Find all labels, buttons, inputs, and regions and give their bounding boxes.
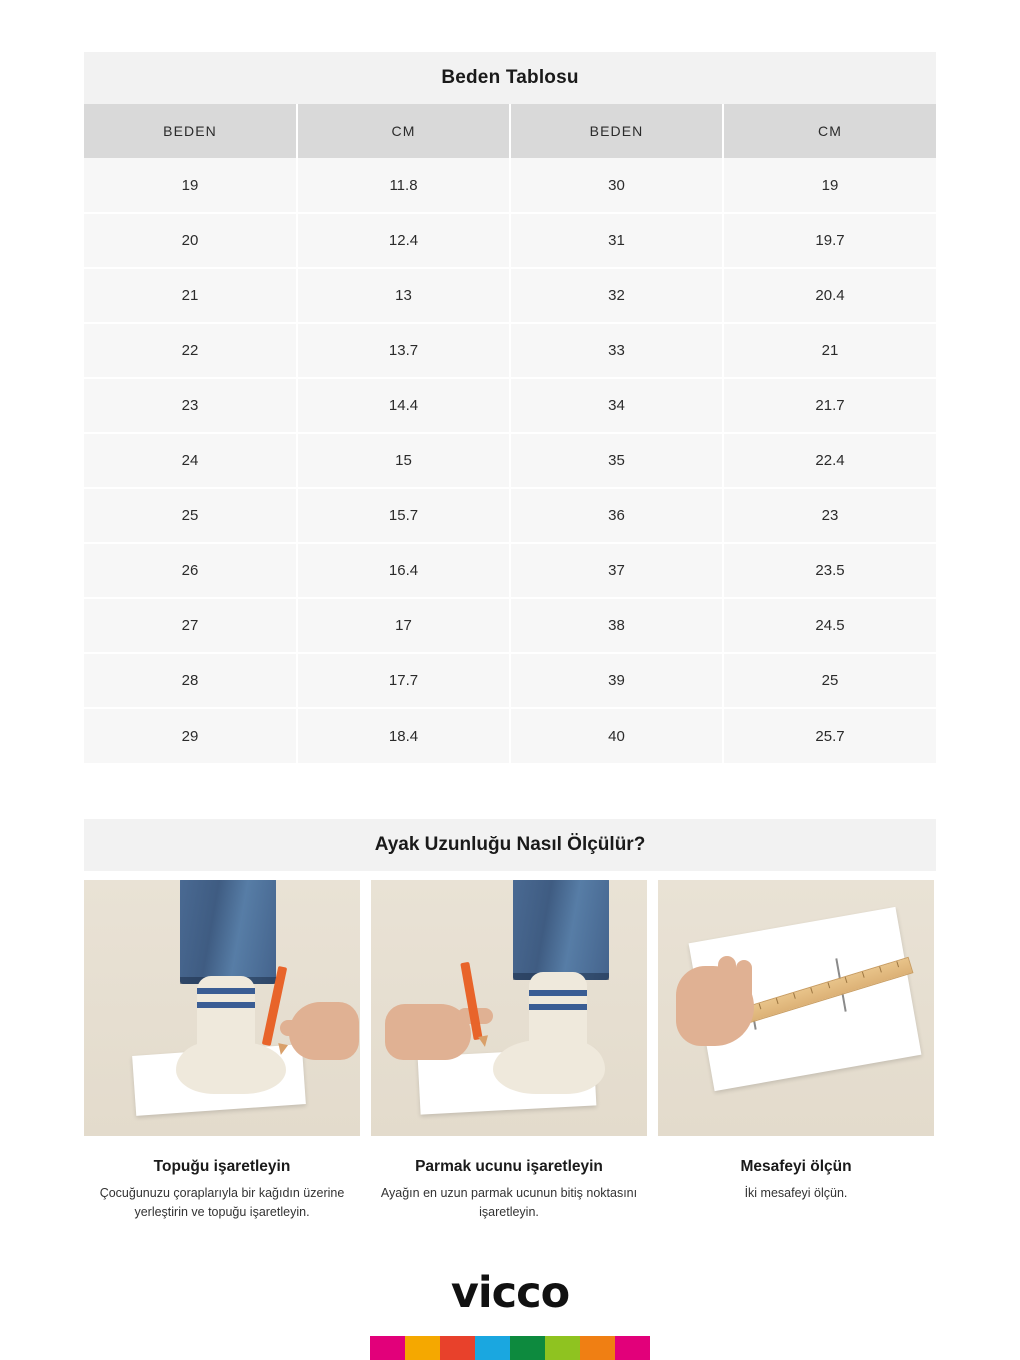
cell-cm-2: 25.7 (723, 708, 936, 763)
table-row (84, 213, 936, 268)
cell-cm-1: 14.4 (297, 378, 510, 433)
brand-logo: vicco (450, 1268, 570, 1318)
cell-beden-1: 21 (84, 268, 297, 323)
color-swatch-2 (405, 1336, 440, 1360)
size-table-title: Beden Tablosu (84, 52, 936, 104)
cell-beden-1: 23 (84, 378, 297, 433)
cell-beden-1: 27 (84, 598, 297, 653)
cell-cm-2: 25 (723, 653, 936, 708)
cell-cm-2: 19.7 (723, 213, 936, 268)
table-row (84, 378, 936, 433)
cell-cm-1: 17.7 (297, 653, 510, 708)
cell-beden-2: 38 (510, 598, 723, 653)
table-header-row (84, 104, 936, 158)
measure-step-3 (658, 880, 934, 1223)
cell-cm-1: 15.7 (297, 488, 510, 543)
cell-cm-1: 18.4 (297, 708, 510, 763)
cell-cm-2: 21 (723, 323, 936, 378)
foot-on-paper-marking-heel-photo (84, 880, 360, 1136)
cell-cm-1: 12.4 (297, 213, 510, 268)
cell-cm-1: 13 (297, 268, 510, 323)
cell-beden-2: 32 (510, 268, 723, 323)
step-2-heading: Parmak ucunu işaretleyin (415, 1158, 603, 1175)
cell-beden-1: 25 (84, 488, 297, 543)
cell-cm-2: 23.5 (723, 543, 936, 598)
foot-on-paper-marking-toe-photo (371, 880, 647, 1136)
cell-cm-2: 20.4 (723, 268, 936, 323)
ruler-measuring-paper-photo (658, 880, 934, 1136)
step-3-heading: Mesafeyi ölçün (740, 1158, 852, 1175)
cell-beden-2: 36 (510, 488, 723, 543)
color-swatch-3 (440, 1336, 475, 1360)
cell-beden-2: 33 (510, 323, 723, 378)
measure-section-title: Ayak Uzunluğu Nasıl Ölçülür? (84, 819, 936, 871)
cell-beden-2: 37 (510, 543, 723, 598)
table-row (84, 653, 936, 708)
step-2-description: Ayağın en uzun parmak ucunun bitiş noktasını işaretleyin. (380, 1186, 638, 1220)
column-header-beden-2: BEDEN (510, 104, 723, 158)
cell-beden-2: 40 (510, 708, 723, 763)
table-row (84, 323, 936, 378)
table-row (84, 433, 936, 488)
table-row (84, 543, 936, 598)
cell-beden-1: 19 (84, 158, 297, 213)
column-header-beden-1: BEDEN (84, 104, 297, 158)
color-swatch-6 (545, 1336, 580, 1360)
measure-section (84, 819, 936, 1223)
footer (0, 1268, 1020, 1360)
cell-cm-2: 21.7 (723, 378, 936, 433)
column-header-cm-1: CM (297, 104, 510, 158)
table-row (84, 598, 936, 653)
cell-cm-2: 22.4 (723, 433, 936, 488)
table-row (84, 268, 936, 323)
cell-cm-1: 17 (297, 598, 510, 653)
size-table-section (84, 52, 936, 763)
measure-step-2 (371, 880, 647, 1223)
cell-cm-2: 24.5 (723, 598, 936, 653)
cell-cm-2: 23 (723, 488, 936, 543)
cell-beden-1: 24 (84, 433, 297, 488)
page-content (84, 52, 936, 1223)
step-1-heading: Topuğu işaretleyin (153, 1158, 291, 1175)
step-3-description: İki mesafeyi ölçün. (744, 1186, 848, 1200)
color-swatch-1 (370, 1336, 405, 1360)
cell-beden-2: 34 (510, 378, 723, 433)
measure-step-1 (84, 880, 360, 1223)
table-row (84, 158, 936, 213)
cell-cm-1: 15 (297, 433, 510, 488)
cell-cm-1: 11.8 (297, 158, 510, 213)
cell-cm-1: 16.4 (297, 543, 510, 598)
color-swatch-5 (510, 1336, 545, 1360)
cell-beden-2: 30 (510, 158, 723, 213)
color-swatch-8 (615, 1336, 650, 1360)
cell-beden-2: 35 (510, 433, 723, 488)
size-table (84, 104, 936, 763)
color-swatch-4 (475, 1336, 510, 1360)
cell-beden-1: 22 (84, 323, 297, 378)
brand-color-bar (370, 1336, 650, 1360)
cell-beden-1: 26 (84, 543, 297, 598)
table-row (84, 488, 936, 543)
cell-beden-2: 31 (510, 213, 723, 268)
column-header-cm-2: CM (723, 104, 936, 158)
cell-beden-1: 29 (84, 708, 297, 763)
cell-beden-1: 28 (84, 653, 297, 708)
cell-beden-1: 20 (84, 213, 297, 268)
table-row (84, 708, 936, 763)
color-swatch-7 (580, 1336, 615, 1360)
measure-steps (84, 880, 936, 1223)
cell-cm-1: 13.7 (297, 323, 510, 378)
step-1-description: Çocuğunuzu çoraplarıyla bir kağıdın üzerine yerleştirin ve topuğu işaretleyin. (99, 1186, 345, 1220)
cell-beden-2: 39 (510, 653, 723, 708)
cell-cm-2: 19 (723, 158, 936, 213)
